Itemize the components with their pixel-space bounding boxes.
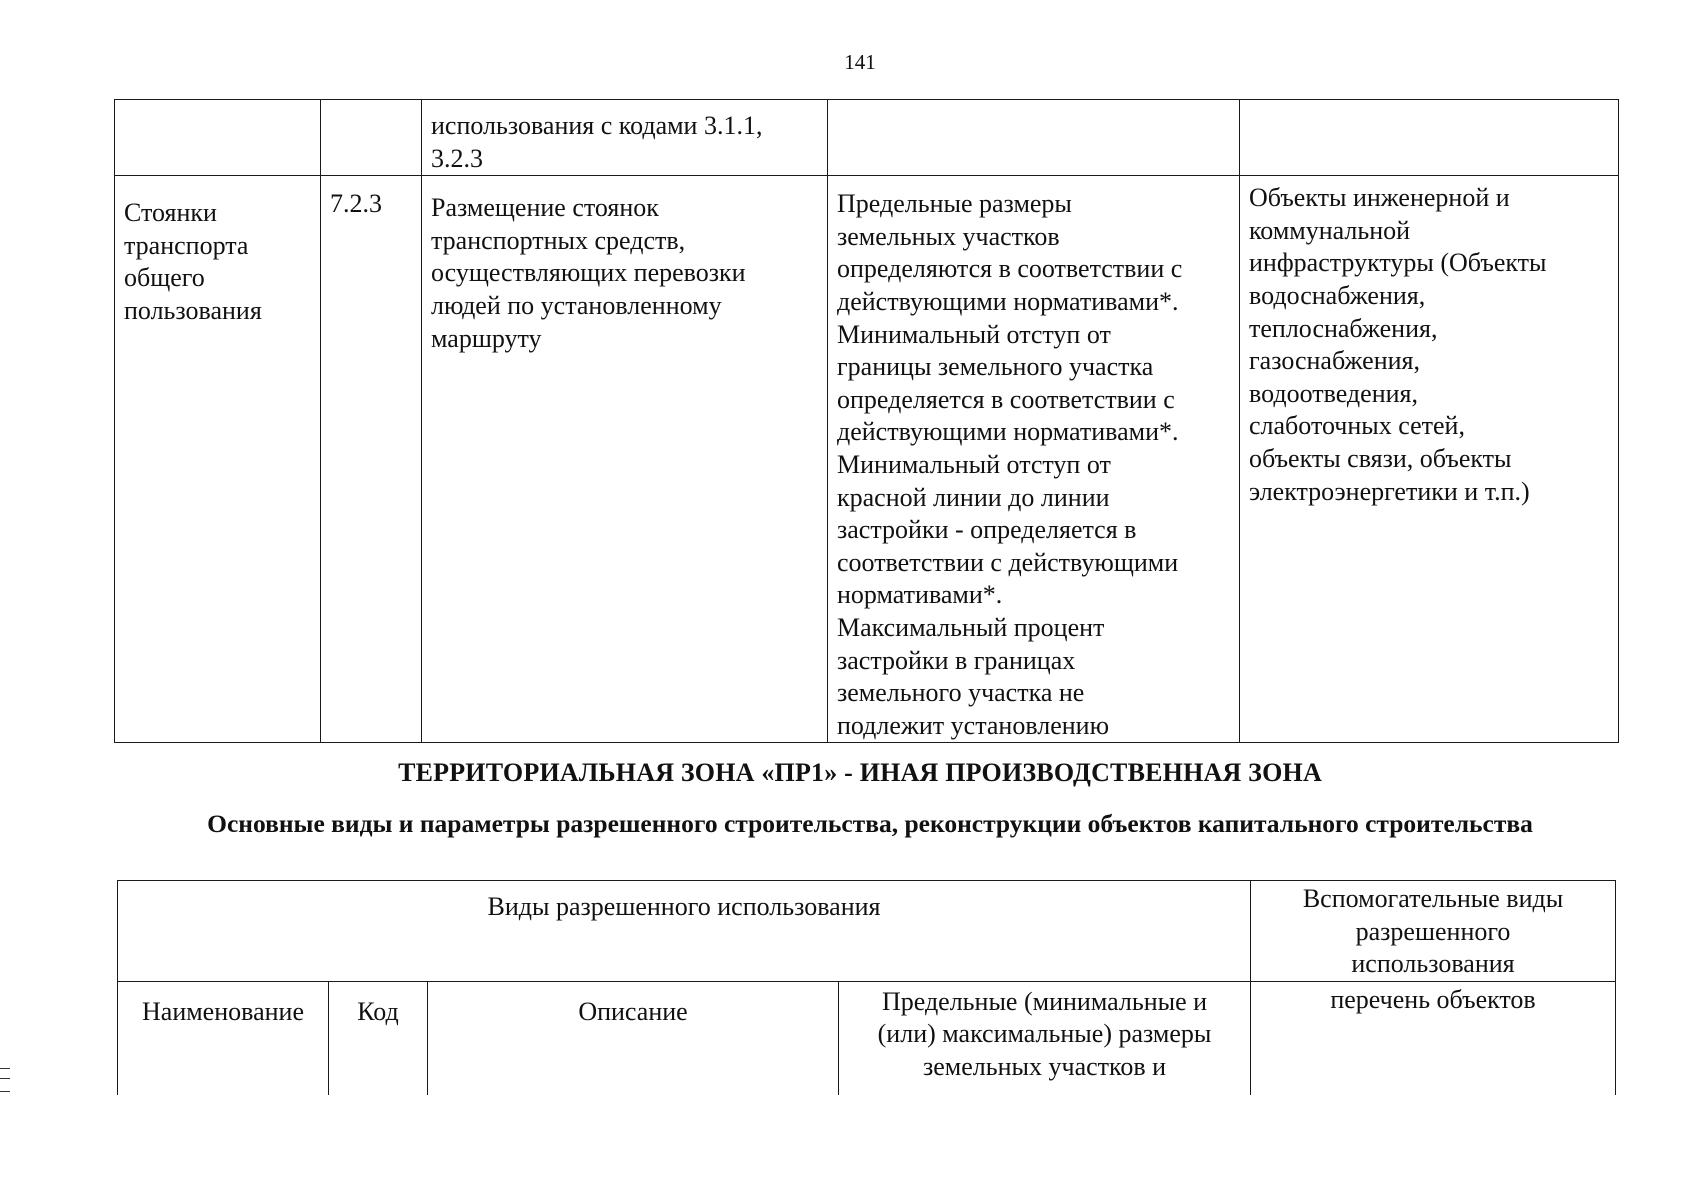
table-header-row <box>118 981 1616 1095</box>
margin-mark <box>0 1068 10 1092</box>
column-header-code <box>329 981 428 1095</box>
permitted-use-table-continued <box>114 99 1619 743</box>
permitted-uses-label: Виды разрешенного использования <box>487 892 881 921</box>
parameters-cell <box>828 100 1240 176</box>
table-header-row <box>118 881 1616 982</box>
column-header-description <box>428 981 839 1095</box>
table-row <box>115 100 1619 176</box>
table-row <box>115 176 1619 743</box>
column-label: Описание <box>578 996 688 1026</box>
auxiliary-text: Объекты инженерной и коммунальной инфраструктуры (Объекты водоснабжения, теплоснабжения, газоснабжения, водоотведения, слаботочных сетей, объекты связи, объекты электроэнергетики и т.п.) <box>1249 183 1547 506</box>
parameters-text: Предельные размеры земельных участков определяются в соответствии с действующими нормативами*. Минимальный отступ от границы земельного участка определяется в соответствии с действующими нормативами*. Минимальный отступ от красной линии до линии застройки - определяется в соответствии с действующими нормативами*. Максимальный процент застройки в границах земельного участка не подлежит установлению <box>837 189 1183 740</box>
parameters-cell <box>828 176 1240 743</box>
column-label: Код <box>357 996 399 1026</box>
page-number: 141 <box>844 50 876 74</box>
column-header-objects-list <box>1251 981 1616 1095</box>
code-cell <box>321 100 422 176</box>
code-cell <box>321 176 422 743</box>
auxiliary-cell <box>1240 100 1619 176</box>
use-code-text: 7.2.3 <box>330 189 382 219</box>
permitted-uses-header <box>118 881 1251 982</box>
section-title: Основные виды и параметры разрешенного строительства, реконструкции объектов капитального строительства <box>207 809 1533 838</box>
auxiliary-cell <box>1240 176 1619 743</box>
permitted-use-header-table <box>117 880 1616 1095</box>
auxiliary-uses-label: Вспомогательные виды разрешенного использования <box>1302 884 1564 979</box>
name-cell <box>115 176 321 743</box>
use-name-text: Стоянки транспорта общего пользования <box>124 198 262 325</box>
description-cell <box>422 100 828 176</box>
column-label: Предельные (минимальные и (или) максимальные) размеры земельных участков и <box>877 986 1212 1081</box>
column-label: перечень объектов <box>1330 984 1536 1014</box>
column-header-name <box>118 981 329 1095</box>
auxiliary-uses-header <box>1251 881 1616 982</box>
zone-title: ТЕРРИТОРИАЛЬНАЯ ЗОНА «ПР1» - ИНАЯ ПРОИЗВОДСТВЕННАЯ ЗОНА <box>398 758 1322 787</box>
column-header-parameters <box>839 981 1251 1095</box>
name-cell <box>115 100 321 176</box>
column-label: Наименование <box>142 996 304 1026</box>
description-cell <box>422 176 828 743</box>
description-text: Размещение стоянок транспортных средств, осуществляющих перевозки людей по установленному маршруту <box>431 193 746 353</box>
description-text: использования с кодами 3.1.1, 3.2.3 <box>431 111 763 173</box>
